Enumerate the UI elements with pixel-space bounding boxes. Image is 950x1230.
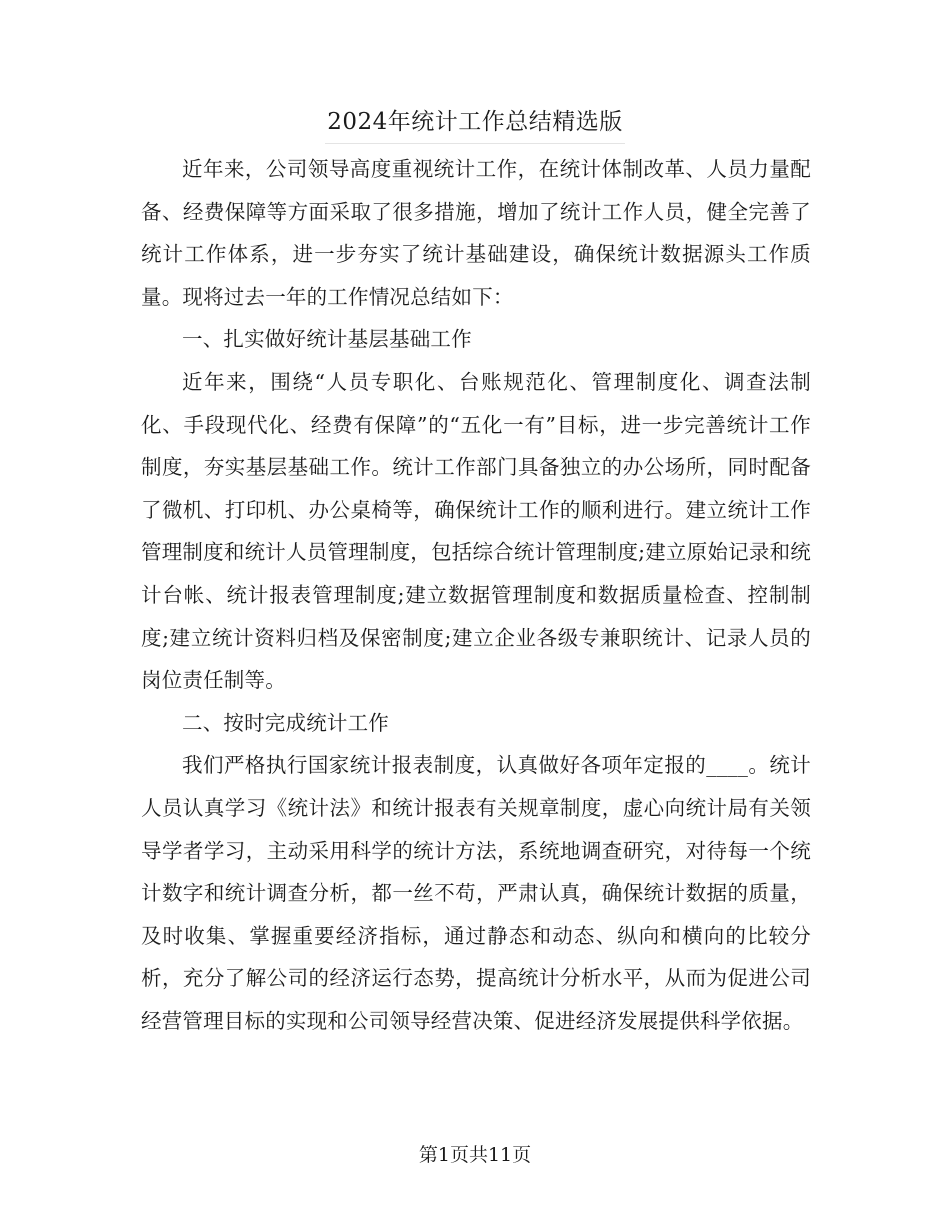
page-number-footer: 第1页共11页 [418, 1144, 532, 1166]
section-2-paragraph: 我们严格执行国家统计报表制度，认真做好各项年定报的____。统计人员认真学习《统计法》和统计报表有关规章制度，虚心向统计局有关领导学者学习，主动采用科学的统计方法，系统地调查研究，对待每一个统计数字和统计调查分析，都一丝不苟，严肃认真，确保统计数据的质量，及时收集、掌握重要经济指标，通过静态和动态、纵向和横向的比较分析，充分了解公司的经济运行态势，提高统计分析水平，从而为促进公司经营管理目标的实现和公司领导经营决策、促进经济发展提供科学依据。 [141, 753, 811, 1033]
section-heading-2: 二、按时完成统计工作 [182, 710, 389, 735]
section-1-paragraph: 近年来，围绕“人员专职化、台账规范化、管理制度化、调查法制化、手段现代化、经费有保障”的“五化一有”目标，进一步完善统计工作制度，夯实基层基础工作。统计工作部门具备独立的办公场所，同时配备了微机、打印机、办公桌椅等，确保统计工作的顺利进行。建立统计工作管理制度和统计人员管理制度，包括综合统计管理制度;建立原始记录和统计台帐、统计报表管理制度;建立数据管理制度和数据质量检查、控制制度;建立统计资料归档及保密制度;建立企业各级专兼职统计、记录人员的岗位责任制等。 [141, 369, 811, 693]
title-container [0, 101, 950, 144]
section-heading-1: 一、扎实做好统计基层基础工作 [182, 327, 472, 352]
intro-paragraph: 近年来，公司领导高度重视统计工作，在统计体制改革、人员力量配备、经费保障等方面采取了很多措施，增加了统计工作人员，健全完善了统计工作体系，进一步夯实了统计基础建设，确保统计数据源头工作质量。现将过去一年的工作情况总结如下： [141, 157, 811, 309]
document-body [141, 148, 811, 1042]
document-title: 2024年统计工作总结精选版 [325, 101, 625, 144]
